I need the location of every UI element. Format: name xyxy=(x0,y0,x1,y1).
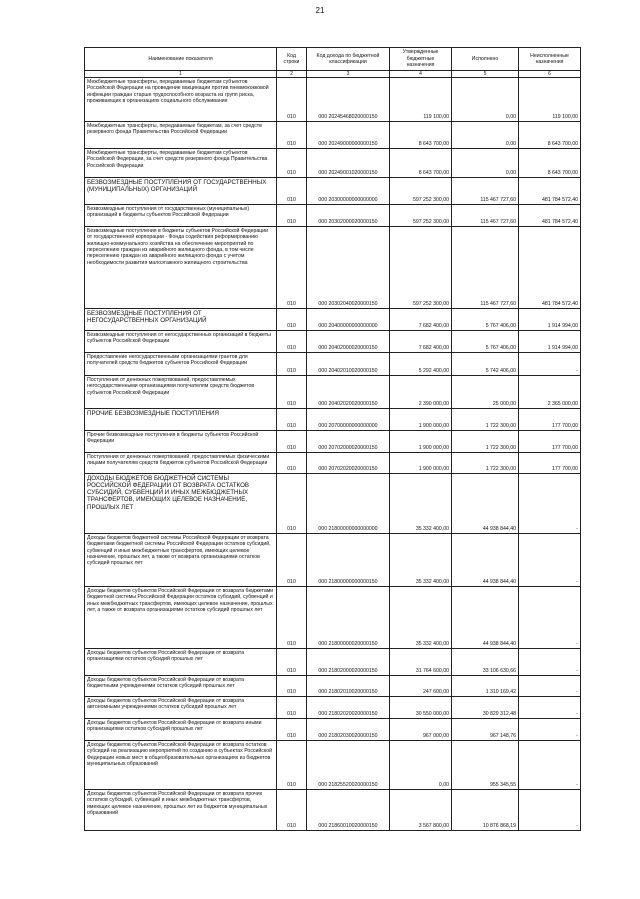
table-cell-unexecuted: - xyxy=(519,474,581,534)
header-name: Наименование показателя xyxy=(85,48,277,71)
table-cell-budget-code: 000 20300000000000000 xyxy=(307,178,390,205)
table-row xyxy=(85,376,581,409)
table-cell-executed: 967 148,76 xyxy=(452,719,519,741)
table-row xyxy=(85,78,581,122)
table-cell-line-code: 010 xyxy=(277,453,307,474)
table-row xyxy=(85,719,581,741)
table-cell-line-code: 010 xyxy=(277,719,307,741)
table-cell-budget-code: 000 20702020020000150 xyxy=(307,453,390,474)
table-cell-approved: 7 682 400,00 xyxy=(390,331,452,353)
table-cell-unexecuted: 481 784 572,40 xyxy=(519,205,581,227)
table-row xyxy=(85,331,581,353)
table-cell-name: Межбюджетные трансферты, передаваемые бюджетам субъектов Российской Федерации на проведение вакцинации против пневмококковой инфекции граждан старше трудоспособного возраста из групп риска, проживающих в организациях социального обслуживания xyxy=(85,78,277,122)
table-cell-executed: 5 742 406,00 xyxy=(452,353,519,376)
table-cell-budget-code: 000 20249000000000150 xyxy=(307,122,390,149)
table-cell-unexecuted: 8 643 700,00 xyxy=(519,149,581,178)
table-row xyxy=(85,676,581,697)
table-cell-approved: 8 643 700,00 xyxy=(390,149,452,178)
table-cell-unexecuted: - xyxy=(519,649,581,676)
table-row xyxy=(85,453,581,474)
header-budget-code: Код дохода по бюджетной классификации xyxy=(307,48,390,71)
table-cell-name: Поступления от денежных пожертвований, предоставляемых физическими лицами получателям средств бюджетов субъектов Российской Федерации xyxy=(85,453,277,474)
table-cell-executed: 44 938 844,40 xyxy=(452,534,519,587)
header-executed: Исполнено xyxy=(452,48,519,71)
table-cell-line-code: 010 xyxy=(277,741,307,790)
table-cell-unexecuted: - xyxy=(519,676,581,697)
table-cell-budget-code: 000 20249001020000150 xyxy=(307,149,390,178)
table-cell-unexecuted: 177 700,00 xyxy=(519,431,581,453)
table-cell-budget-code: 000 21860010020000150 xyxy=(307,790,390,831)
table-cell-line-code: 010 xyxy=(277,178,307,205)
table-cell-budget-code: 000 21825520020000150 xyxy=(307,741,390,790)
table-cell-line-code: 010 xyxy=(277,122,307,149)
table-cell-approved: 35 332 400,00 xyxy=(390,534,452,587)
table-cell-executed: 0,00 xyxy=(452,122,519,149)
table-cell-executed: 955 345,55 xyxy=(452,741,519,790)
table-cell-unexecuted: - xyxy=(519,790,581,831)
table-cell-executed: 10 876 868,19 xyxy=(452,790,519,831)
table-cell-budget-code: 000 21800000000000000 xyxy=(307,474,390,534)
table-row xyxy=(85,431,581,453)
table-cell-unexecuted: 481 784 572,40 xyxy=(519,178,581,205)
table-cell-name: Доходы бюджетов бюджетной системы Российской Федерации от возврата бюджетами бюджетной системы Российской Федерации остатков субсидий, субвенций и иных межбюджетных трансфертов, имеющих целевое назначение, прошлых лет, а также от возврата организациями остатков субсидий прошлых лет xyxy=(85,534,277,587)
table-cell-name: Доходы бюджетов субъектов Российской Федерации от возврата прочих остатков субсидий, субвенций и иных межбюджетных трансфертов, имеющих целевое назначение, прошлых лет из бюджетов муниципальных образований xyxy=(85,790,277,831)
table-row xyxy=(85,205,581,227)
table-cell-executed: 5 767 406,00 xyxy=(452,331,519,353)
table-cell-name: Поступления от денежных пожертвований, предоставляемых негосударственными организациями получателям средств бюджетов субъектов Российской Федерации xyxy=(85,376,277,409)
table-cell-approved: 5 292 400,00 xyxy=(390,353,452,376)
table-cell-unexecuted: 177 700,00 xyxy=(519,453,581,474)
table-cell-approved: 2 390 000,00 xyxy=(390,376,452,409)
table-cell-line-code: 010 xyxy=(277,309,307,331)
table-cell-approved: 7 682 400,00 xyxy=(390,309,452,331)
table-cell-name: Межбюджетные трансферты, передаваемые бюджетам, за счет средств резервного фонда Правительства Российской Федерации xyxy=(85,122,277,149)
table-cell-name: Безвозмездные поступления в бюджеты субъектов Российской Федерации от государственной корпорации - Фонда содействия реформированию жилищно-коммунального хозяйства на обеспечение мероприятий по переселению граждан из аварийного жилищного фонда, в том числе переселению граждан из аварийного жилищного фонда с учетом необходимости развития малоэтажного жилищного строительства xyxy=(85,227,277,309)
header-line-code: Код строки xyxy=(277,48,307,71)
table-cell-line-code: 010 xyxy=(277,331,307,353)
table-cell-executed: 30 829 312,48 xyxy=(452,697,519,719)
column-number: 1 xyxy=(85,71,277,78)
table-cell-name: Межбюджетные трансферты, передаваемые бюджетам субъектов Российской Федерации, за счет средств резервного фонда Правительства Российской Федерации xyxy=(85,149,277,178)
table-cell-budget-code: 000 20402000020000150 xyxy=(307,331,390,353)
table-cell-name: Доходы бюджетов субъектов Российской Федерации от возврата остатков субсидий на реализацию мероприятий по созданию в субъектах Российской Федерации новых мест в общеобразовательных организациях из бюджетов муниципальных образований xyxy=(85,741,277,790)
column-number: 3 xyxy=(307,71,390,78)
table-cell-executed: 1 310 169,42 xyxy=(452,676,519,697)
table-cell-name: Доходы бюджетов субъектов Российской Федерации от возврата организациями остатков субсидий прошлых лет xyxy=(85,649,277,676)
table-cell-name: Безвозмездные поступления от государственных (муниципальных) организаций в бюджеты субъектов Российской Федерации xyxy=(85,205,277,227)
table-cell-approved: 1 900 000,00 xyxy=(390,409,452,431)
table-cell-executed: 115 467 727,60 xyxy=(452,178,519,205)
column-number-row xyxy=(85,71,581,78)
table-row xyxy=(85,649,581,676)
table-cell-budget-code: 000 21800000000000150 xyxy=(307,534,390,587)
table-cell-budget-code: 000 20245468020000150 xyxy=(307,78,390,122)
table-cell-executed: 1 722 300,00 xyxy=(452,453,519,474)
table-cell-name: Прочие безвозмездные поступления в бюджеты субъектов Российской Федерации xyxy=(85,431,277,453)
table-cell-line-code: 010 xyxy=(277,149,307,178)
table-cell-executed: 1 722 300,00 xyxy=(452,409,519,431)
header-unexecuted: Неисполненные назначения xyxy=(519,48,581,71)
table-cell-executed: 1 722 300,00 xyxy=(452,431,519,453)
table-row xyxy=(85,587,581,649)
table-cell-budget-code: 000 20402010020000150 xyxy=(307,353,390,376)
table-cell-line-code: 010 xyxy=(277,205,307,227)
table-cell-approved: 597 252 300,00 xyxy=(390,227,452,309)
table-cell-approved: 597 252 300,00 xyxy=(390,205,452,227)
table-cell-approved: 967 000,00 xyxy=(390,719,452,741)
table-row xyxy=(85,534,581,587)
table-cell-unexecuted: 177 700,00 xyxy=(519,409,581,431)
table-cell-executed: 44 938 844,40 xyxy=(452,587,519,649)
table-cell-budget-code: 000 21802030020000150 xyxy=(307,719,390,741)
table-cell-unexecuted: - xyxy=(519,697,581,719)
table-cell-name: ПРОЧИЕ БЕЗВОЗМЕЗДНЫЕ ПОСТУПЛЕНИЯ xyxy=(85,409,277,431)
column-number: 5 xyxy=(452,71,519,78)
table-cell-approved: 35 332 400,00 xyxy=(390,587,452,649)
table-cell-line-code: 010 xyxy=(277,227,307,309)
table-cell-budget-code: 000 20700000000000000 xyxy=(307,409,390,431)
table-cell-line-code: 010 xyxy=(277,376,307,409)
table-cell-unexecuted: - xyxy=(519,719,581,741)
column-number: 4 xyxy=(390,71,452,78)
table-cell-unexecuted: 2 365 000,00 xyxy=(519,376,581,409)
table-cell-approved: 1 900 000,00 xyxy=(390,453,452,474)
table-cell-executed: 115 467 727,60 xyxy=(452,205,519,227)
table-row xyxy=(85,790,581,831)
table-cell-name: БЕЗВОЗМЕЗДНЫЕ ПОСТУПЛЕНИЯ ОТ НЕГОСУДАРСТВЕННЫХ ОРГАНИЗАЦИЙ xyxy=(85,309,277,331)
table-row xyxy=(85,178,581,205)
table-cell-approved: 8 643 700,00 xyxy=(390,122,452,149)
page-number: 21 xyxy=(315,6,325,15)
table-header-row xyxy=(85,48,581,71)
table-row xyxy=(85,309,581,331)
table-cell-budget-code: 000 21802000020000150 xyxy=(307,649,390,676)
table-cell-budget-code: 000 21802010020000150 xyxy=(307,676,390,697)
table-cell-approved: 30 550 000,00 xyxy=(390,697,452,719)
table-cell-budget-code: 000 20302040020000150 xyxy=(307,227,390,309)
table-cell-line-code: 010 xyxy=(277,409,307,431)
table-cell-line-code: 010 xyxy=(277,697,307,719)
table-cell-executed: 25 000,00 xyxy=(452,376,519,409)
table-cell-budget-code: 000 20302000020000150 xyxy=(307,205,390,227)
table-cell-budget-code: 000 20402020020000150 xyxy=(307,376,390,409)
table-row xyxy=(85,409,581,431)
table-cell-unexecuted: - xyxy=(519,353,581,376)
table-cell-unexecuted: 1 914 994,00 xyxy=(519,309,581,331)
table-cell-name: Доходы бюджетов субъектов Российской Федерации от возврата иными организациями остатков субсидий прошлых лет xyxy=(85,719,277,741)
table-cell-budget-code: 000 21800000020000150 xyxy=(307,587,390,649)
table-cell-line-code: 010 xyxy=(277,534,307,587)
table-row xyxy=(85,741,581,790)
revenue-table xyxy=(84,47,581,831)
table-cell-line-code: 010 xyxy=(277,676,307,697)
table-cell-approved: 0,00 xyxy=(390,741,452,790)
table-cell-name: Доходы бюджетов субъектов Российской Федерации от возврата бюджетами бюджетной системы Российской Федерации остатков субсидий, субвенций и иных межбюджетных трансфертов, имеющих целевое назначение, прошлых лет, а также от возврата организациями остатков субсидий прошлых лет xyxy=(85,587,277,649)
table-cell-name: ДОХОДЫ БЮДЖЕТОВ БЮДЖЕТНОЙ СИСТЕМЫ РОССИЙСКОЙ ФЕДЕРАЦИИ ОТ ВОЗВРАТА ОСТАТКОВ СУБСИДИЙ, СУБВЕНЦИЙ И ИНЫХ МЕЖБЮДЖЕТНЫХ ТРАНСФЕРТОВ, ИМЕЮЩИХ ЦЕЛЕВОЕ НАЗНАЧЕНИЕ, ПРОШЛЫХ ЛЕТ xyxy=(85,474,277,534)
table-cell-budget-code: 000 20702000020000150 xyxy=(307,431,390,453)
table-cell-line-code: 010 xyxy=(277,474,307,534)
table-cell-line-code: 010 xyxy=(277,78,307,122)
table-cell-unexecuted: 481 784 572,40 xyxy=(519,227,581,309)
table-row xyxy=(85,227,581,309)
column-number: 2 xyxy=(277,71,307,78)
table-cell-approved: 597 252 300,00 xyxy=(390,178,452,205)
table-cell-executed: 0,00 xyxy=(452,78,519,122)
table-row xyxy=(85,474,581,534)
table-cell-approved: 31 764 600,00 xyxy=(390,649,452,676)
table-cell-line-code: 010 xyxy=(277,790,307,831)
table-row xyxy=(85,353,581,376)
table-row xyxy=(85,149,581,178)
table-cell-unexecuted: - xyxy=(519,534,581,587)
table-cell-budget-code: 000 20400000000000000 xyxy=(307,309,390,331)
table-cell-name: Доходы бюджетов субъектов Российской Федерации от возврата автономными учреждениями остатков субсидий прошлых лет xyxy=(85,697,277,719)
table-cell-approved: 35 332 400,00 xyxy=(390,474,452,534)
table-cell-line-code: 010 xyxy=(277,587,307,649)
table-cell-unexecuted: 1 914 994,00 xyxy=(519,331,581,353)
table-cell-executed: 44 938 844,40 xyxy=(452,474,519,534)
table-cell-executed: 33 106 630,66 xyxy=(452,649,519,676)
table-cell-name: Предоставление негосударственными организациями грантов для получателей средств бюджетов субъектов Российской Федерации xyxy=(85,353,277,376)
column-number: 6 xyxy=(519,71,581,78)
table-cell-executed: 115 467 727,60 xyxy=(452,227,519,309)
table-cell-line-code: 010 xyxy=(277,649,307,676)
table-cell-approved: 1 900 000,00 xyxy=(390,431,452,453)
table-cell-approved: 247 600,00 xyxy=(390,676,452,697)
table-cell-approved: 119 100,00 xyxy=(390,78,452,122)
table-cell-name: Безвозмездные поступления от негосударственных организаций в бюджеты субъектов Российской Федерации xyxy=(85,331,277,353)
table-cell-executed: 0,00 xyxy=(452,149,519,178)
table-cell-unexecuted: - xyxy=(519,587,581,649)
header-approved: Утвержденные бюджетные назначения xyxy=(390,48,452,71)
table-cell-name: БЕЗВОЗМЕЗДНЫЕ ПОСТУПЛЕНИЯ ОТ ГОСУДАРСТВЕННЫХ (МУНИЦИПАЛЬНЫХ) ОРГАНИЗАЦИЙ xyxy=(85,178,277,205)
table-cell-approved: 3 567 800,00 xyxy=(390,790,452,831)
table-cell-unexecuted: 8 643 700,00 xyxy=(519,122,581,149)
table-cell-name: Доходы бюджетов субъектов Российской Федерации от возврата бюджетными учреждениями остатков субсидий прошлых лет xyxy=(85,676,277,697)
table-row xyxy=(85,122,581,149)
table-cell-executed: 5 767 406,00 xyxy=(452,309,519,331)
table-cell-line-code: 010 xyxy=(277,353,307,376)
table-row xyxy=(85,697,581,719)
table-cell-unexecuted: 119 100,00 xyxy=(519,78,581,122)
table-cell-budget-code: 000 21802020020000150 xyxy=(307,697,390,719)
table-cell-unexecuted: - xyxy=(519,741,581,790)
table-cell-line-code: 010 xyxy=(277,431,307,453)
